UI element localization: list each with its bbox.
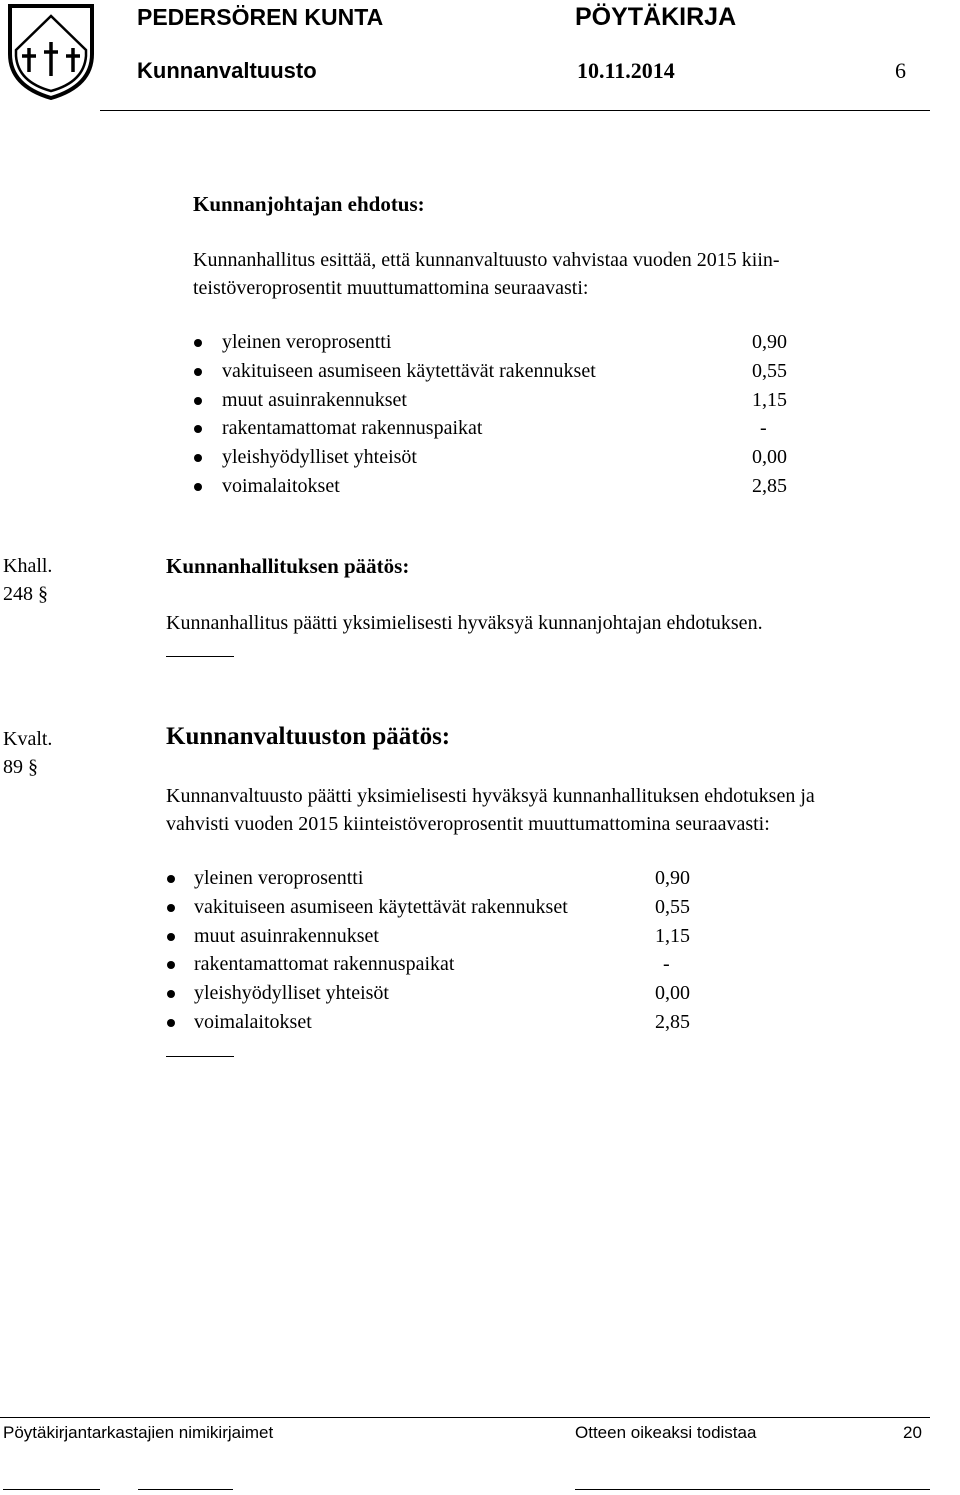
section-separator xyxy=(166,1056,234,1057)
rate-value: 0,00 xyxy=(752,446,787,468)
rate-value: - xyxy=(663,953,670,975)
council-ref-number xyxy=(3,753,38,781)
list-item xyxy=(193,357,813,385)
bullet-icon xyxy=(167,1019,175,1027)
council-decision-line2: vahvisti vuoden 2015 kiinteistöveroprosentit muuttumattomina seuraavasti: xyxy=(166,813,770,835)
initials-line xyxy=(3,1489,100,1490)
rate-value: 0,55 xyxy=(752,360,787,382)
bullet-icon xyxy=(194,425,202,433)
list-item xyxy=(193,386,813,414)
bullet-icon xyxy=(167,933,175,941)
coat-of-arms-logo xyxy=(6,2,96,100)
footer-rule xyxy=(0,1417,930,1418)
document-type: PÖYTÄKIRJA xyxy=(575,3,737,31)
rate-value: 2,85 xyxy=(655,1011,690,1033)
rate-label: yleishyödylliset yhteisöt xyxy=(194,982,389,1004)
list-item xyxy=(166,864,726,892)
bullet-icon xyxy=(194,339,202,347)
bullet-icon xyxy=(194,483,202,491)
bullet-icon xyxy=(167,961,175,969)
list-item xyxy=(166,979,726,1007)
rate-label: vakituiseen asumiseen käytettävät rakennukset xyxy=(194,896,568,918)
list-item xyxy=(193,472,813,500)
meeting-body: Kunnanvaltuusto xyxy=(137,58,317,83)
bullet-icon xyxy=(167,875,175,883)
proposal-intro-line2: teistöveroprosentit muuttumattomina seuraavasti: xyxy=(193,277,589,299)
rate-value: - xyxy=(760,417,767,439)
rate-value: 0,90 xyxy=(752,331,787,353)
initials-line xyxy=(138,1489,233,1490)
bullet-icon xyxy=(167,990,175,998)
org-name: PEDERSÖREN KUNTA xyxy=(137,4,384,30)
board-decision: Kunnanhallitus päätti yksimielisesti hyväksyä kunnanjohtajan ehdotuksen. xyxy=(166,612,763,634)
rate-value: 0,55 xyxy=(655,896,690,918)
bullet-icon xyxy=(194,368,202,376)
rate-label: rakentamattomat rakennuspaikat xyxy=(194,953,455,975)
rate-label: yleishyödylliset yhteisöt xyxy=(222,446,417,468)
section-sign: § xyxy=(28,756,38,778)
rate-value: 1,15 xyxy=(752,389,787,411)
page-number: 6 xyxy=(895,58,906,83)
board-ref-number xyxy=(3,580,48,608)
council-ref-label: Kvalt. xyxy=(3,728,53,750)
rate-value: 0,00 xyxy=(655,982,690,1004)
header-rule xyxy=(100,110,930,111)
proposal-heading: Kunnanjohtajan ehdotus: xyxy=(193,192,425,216)
signature-line xyxy=(575,1489,930,1490)
rate-value: 2,85 xyxy=(752,475,787,497)
board-ref-label: Khall. xyxy=(3,555,53,577)
rate-label: voimalaitokset xyxy=(194,1011,312,1033)
footer-page-number: 20 xyxy=(903,1423,922,1442)
section-separator xyxy=(166,656,234,657)
council-heading: Kunnanvaltuuston päätös: xyxy=(166,723,451,750)
rate-label: yleinen veroprosentti xyxy=(222,331,392,353)
rate-label: yleinen veroprosentti xyxy=(194,867,364,889)
council-ref-num: 89 xyxy=(3,756,23,778)
council-decision-line1: Kunnanvaltuusto päätti yksimielisesti hyväksyä kunnanhallituksen ehdotuksen ja xyxy=(166,785,815,807)
board-ref-num: 248 xyxy=(3,583,33,605)
rate-label: voimalaitokset xyxy=(222,475,340,497)
rate-label: muut asuinrakennukset xyxy=(194,925,379,947)
list-item xyxy=(193,443,813,471)
proposal-intro-line1: Kunnanhallitus esittää, että kunnanvaltuusto vahvistaa vuoden 2015 kiin- xyxy=(193,249,780,271)
meeting-date: 10.11.2014 xyxy=(577,58,675,83)
rate-label: rakentamattomat rakennuspaikat xyxy=(222,417,483,439)
rate-value: 1,15 xyxy=(655,925,690,947)
list-item xyxy=(193,328,813,356)
bullet-icon xyxy=(194,397,202,405)
rate-label: muut asuinrakennukset xyxy=(222,389,407,411)
footer-initials-label: Pöytäkirjantarkastajien nimikirjaimet xyxy=(3,1423,274,1442)
bullet-icon xyxy=(194,454,202,462)
board-heading: Kunnanhallituksen päätös: xyxy=(166,554,410,578)
list-item xyxy=(166,893,726,921)
list-item xyxy=(166,950,726,978)
footer-certify-label: Otteen oikeaksi todistaa xyxy=(575,1423,757,1442)
rate-value: 0,90 xyxy=(655,867,690,889)
section-sign: § xyxy=(38,583,48,605)
list-item xyxy=(166,1008,726,1036)
list-item xyxy=(193,414,813,442)
bullet-icon xyxy=(167,904,175,912)
list-item xyxy=(166,922,726,950)
rate-label: vakituiseen asumiseen käytettävät rakennukset xyxy=(222,360,596,382)
